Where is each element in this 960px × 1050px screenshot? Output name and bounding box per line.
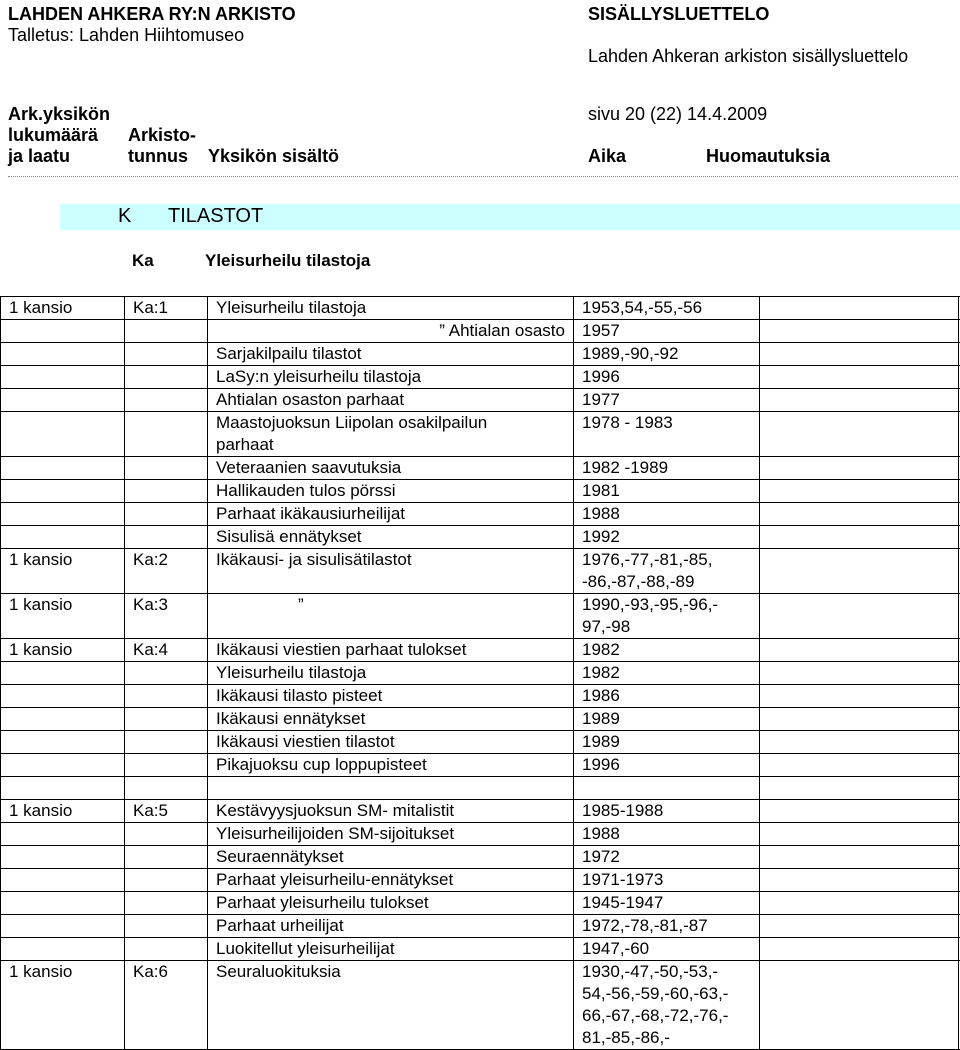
content-text: Kestävyysjuoksun SM- mitalistit	[216, 801, 455, 820]
table-row	[0, 456, 960, 479]
unit-cell	[0, 708, 124, 730]
content-cell	[207, 389, 573, 411]
unit-text: 1 kansio	[9, 801, 73, 820]
content-text: Hallikauden tulos pörssi	[216, 481, 396, 500]
notes-cell	[759, 549, 959, 593]
time-text: 66,-67,-68,-72,-76,-	[582, 1006, 729, 1025]
content-text: Pikajuoksu cup loppupisteet	[216, 755, 427, 774]
time-cell	[573, 938, 759, 960]
time-cell	[573, 846, 759, 868]
unit-cell	[0, 594, 124, 638]
time-cell	[573, 594, 759, 638]
content-text: Ikäkausi viestien parhaat tulokset	[216, 640, 467, 659]
unit-cell	[0, 777, 124, 799]
time-text: 1989	[582, 709, 620, 728]
col-unit-heading-line3: ja laatu	[8, 146, 71, 166]
col-content-heading: Yksikön sisältö	[208, 146, 340, 166]
notes-cell	[759, 503, 959, 525]
content-cell	[207, 297, 573, 319]
notes-cell	[759, 412, 959, 456]
col-time-heading: Aika	[588, 146, 627, 166]
time-cell	[573, 297, 759, 319]
content-cell	[207, 320, 573, 342]
code-cell	[124, 731, 207, 753]
content-cell	[207, 526, 573, 548]
content-cell	[207, 777, 573, 799]
code-cell	[124, 915, 207, 937]
unit-cell	[0, 823, 124, 845]
time-text: 1988	[582, 504, 620, 523]
col-notes-heading: Huomautuksia	[706, 146, 831, 166]
subsection-title: Yleisurheilu tilastoja	[205, 251, 371, 270]
notes-cell	[759, 938, 959, 960]
time-cell	[573, 320, 759, 342]
col-code-heading-line2: tunnus	[128, 146, 188, 166]
content-cell	[207, 412, 573, 456]
time-text: 1982 -1989	[582, 458, 669, 477]
notes-cell	[759, 639, 959, 661]
time-cell	[573, 915, 759, 937]
code-cell	[124, 754, 207, 776]
content-cell	[207, 869, 573, 891]
time-text: 1985-1988	[582, 801, 664, 820]
time-text: 1976,-77,-81,-85,	[582, 550, 713, 569]
time-cell	[573, 549, 759, 593]
time-cell	[573, 869, 759, 891]
table-row	[0, 479, 960, 502]
time-cell	[573, 685, 759, 707]
code-cell	[124, 457, 207, 479]
unit-text: 1 kansio	[9, 595, 73, 614]
content-text: Luokitellut yleisurheilijat	[216, 939, 395, 958]
unit-cell	[0, 526, 124, 548]
time-cell	[573, 892, 759, 914]
time-cell	[573, 754, 759, 776]
time-text: 1971-1973	[582, 870, 664, 889]
time-cell	[573, 731, 759, 753]
notes-cell	[759, 777, 959, 799]
table-row	[0, 753, 960, 776]
content-text: Ikäkausi viestien tilastot	[216, 732, 395, 751]
time-text: 1972,-78,-81,-87	[582, 916, 708, 935]
content-text: Parhaat yleisurheilu-ennätykset	[216, 870, 454, 889]
notes-cell	[759, 731, 959, 753]
code-cell	[124, 320, 207, 342]
notes-cell	[759, 869, 959, 891]
unit-text: 1 kansio	[9, 640, 73, 659]
table-row	[0, 502, 960, 525]
time-text: 1930,-47,-50,-53,-	[582, 962, 719, 981]
time-text: 81,-85,-86,-	[582, 1028, 670, 1047]
table-row	[0, 388, 960, 411]
unit-cell	[0, 549, 124, 593]
unit-text: 1 kansio	[9, 298, 73, 317]
unit-cell	[0, 800, 124, 822]
content-text: Ahtialan osaston parhaat	[216, 390, 405, 409]
table-row	[0, 296, 960, 319]
content-cell	[207, 892, 573, 914]
content-cell	[207, 800, 573, 822]
notes-cell	[759, 480, 959, 502]
notes-cell	[759, 846, 959, 868]
code-cell	[124, 708, 207, 730]
content-text: Yleisurheilu tilastoja	[216, 663, 367, 682]
unit-cell	[0, 731, 124, 753]
content-cell	[207, 480, 573, 502]
time-text: 1953,54,-55,-56	[582, 298, 703, 317]
unit-text: 1 kansio	[9, 550, 73, 569]
content-cell	[207, 846, 573, 868]
time-cell	[573, 389, 759, 411]
time-text: 1957	[582, 321, 620, 340]
code-text: Ka:1	[133, 298, 168, 317]
code-cell	[124, 685, 207, 707]
content-cell	[207, 662, 573, 684]
unit-cell	[0, 685, 124, 707]
code-text: Ka:6	[133, 962, 168, 981]
time-text: 1989	[582, 732, 620, 751]
time-text: 1986	[582, 686, 620, 705]
code-cell	[124, 662, 207, 684]
time-text: 1988	[582, 824, 620, 843]
time-text: 1990,-93,-95,-96,-	[582, 595, 719, 614]
unit-cell	[0, 297, 124, 319]
page-info: sivu 20 (22) 14.4.2009	[588, 104, 768, 124]
notes-cell	[759, 754, 959, 776]
unit-cell	[0, 480, 124, 502]
time-text: 1982	[582, 640, 620, 659]
content-text: Ikäkausi- ja sisulisätilastot	[216, 550, 412, 569]
content-cell	[207, 457, 573, 479]
content-cell	[207, 594, 573, 638]
code-cell	[124, 869, 207, 891]
time-text: 1989,-90,-92	[582, 344, 679, 363]
code-cell	[124, 412, 207, 456]
content-text: LaSy:n yleisurheilu tilastoja	[216, 367, 422, 386]
notes-cell	[759, 343, 959, 365]
header-divider	[8, 176, 958, 177]
content-text: Veteraanien saavutuksia	[216, 458, 402, 477]
unit-cell	[0, 846, 124, 868]
code-cell	[124, 297, 207, 319]
table-row	[0, 684, 960, 707]
table-row	[0, 891, 960, 914]
code-cell	[124, 594, 207, 638]
content-cell	[207, 685, 573, 707]
table-row	[0, 525, 960, 548]
time-cell	[573, 639, 759, 661]
time-cell	[573, 800, 759, 822]
content-text: Parhaat ikäkausiurheilijat	[216, 504, 405, 523]
content-text: parhaat	[216, 435, 274, 454]
notes-cell	[759, 708, 959, 730]
content-cell	[207, 343, 573, 365]
time-text: 1945-1947	[582, 893, 664, 912]
notes-cell	[759, 915, 959, 937]
time-text: 1978 - 1983	[582, 413, 673, 432]
table-row	[0, 638, 960, 661]
table-row	[0, 661, 960, 684]
time-text: 1947,-60	[582, 939, 650, 958]
content-text: ”	[298, 595, 304, 614]
unit-cell	[0, 662, 124, 684]
table-row	[0, 845, 960, 868]
table-row	[0, 365, 960, 388]
unit-cell	[0, 869, 124, 891]
time-text: 97,-98	[582, 617, 631, 636]
deposit-info: Talletus: Lahden Hiihtomuseo	[8, 25, 245, 45]
document-title: SISÄLLYSLUETTELO	[588, 4, 770, 24]
table-row	[0, 799, 960, 822]
code-cell	[124, 343, 207, 365]
notes-cell	[759, 662, 959, 684]
code-cell	[124, 480, 207, 502]
notes-cell	[759, 389, 959, 411]
notes-cell	[759, 685, 959, 707]
unit-cell	[0, 639, 124, 661]
code-cell	[124, 961, 207, 1049]
unit-cell	[0, 754, 124, 776]
table-row	[0, 730, 960, 753]
code-cell	[124, 823, 207, 845]
code-cell	[124, 938, 207, 960]
content-cell	[207, 503, 573, 525]
time-cell	[573, 662, 759, 684]
code-cell	[124, 639, 207, 661]
code-cell	[124, 549, 207, 593]
notes-cell	[759, 526, 959, 548]
content-text: Ikäkausi tilasto pisteet	[216, 686, 383, 705]
content-text: Yleisurheilijoiden SM-sijoitukset	[216, 824, 455, 843]
notes-cell	[759, 823, 959, 845]
content-text: Seuraennätykset	[216, 847, 344, 866]
unit-cell	[0, 915, 124, 937]
code-text: Ka:2	[133, 550, 168, 569]
code-cell	[124, 389, 207, 411]
unit-cell	[0, 892, 124, 914]
code-cell	[124, 846, 207, 868]
unit-cell	[0, 343, 124, 365]
notes-cell	[759, 892, 959, 914]
archive-title: LAHDEN AHKERA RY:N ARKISTO	[8, 4, 296, 24]
unit-cell	[0, 503, 124, 525]
content-cell	[207, 938, 573, 960]
notes-cell	[759, 594, 959, 638]
table-row	[0, 822, 960, 845]
unit-cell	[0, 938, 124, 960]
col-unit-heading-line2: lukumäärä	[8, 125, 99, 145]
code-cell	[124, 777, 207, 799]
time-cell	[573, 366, 759, 388]
unit-text: 1 kansio	[9, 962, 73, 981]
content-text: Seuraluokituksia	[216, 962, 341, 981]
unit-cell	[0, 457, 124, 479]
content-text: ” Ahtialan osasto	[439, 321, 565, 340]
table-row	[0, 707, 960, 730]
time-text: -86,-87,-88,-89	[582, 572, 695, 591]
notes-cell	[759, 457, 959, 479]
notes-cell	[759, 366, 959, 388]
table-row	[0, 868, 960, 891]
unit-cell	[0, 320, 124, 342]
contents-table	[0, 296, 960, 1050]
content-text: Ikäkausi ennätykset	[216, 709, 366, 728]
time-cell	[573, 457, 759, 479]
notes-cell	[759, 961, 959, 1049]
content-text: Parhaat urheilijat	[216, 916, 344, 935]
table-row	[0, 342, 960, 365]
time-cell	[573, 526, 759, 548]
notes-cell	[759, 800, 959, 822]
content-cell	[207, 366, 573, 388]
content-text: Sarjakilpailu tilastot	[216, 344, 362, 363]
code-cell	[124, 800, 207, 822]
notes-cell	[759, 297, 959, 319]
content-text: Sisulisä ennätykset	[216, 527, 362, 546]
table-row	[0, 319, 960, 342]
content-text: Maastojuoksun Liipolan osakilpailun	[216, 413, 488, 432]
time-text: 1992	[582, 527, 620, 546]
table-row	[0, 914, 960, 937]
code-cell	[124, 503, 207, 525]
table-row	[0, 960, 960, 1050]
content-cell	[207, 731, 573, 753]
time-cell	[573, 708, 759, 730]
time-cell	[573, 503, 759, 525]
time-text: 1972	[582, 847, 620, 866]
code-cell	[124, 366, 207, 388]
subsection-code: Ka	[132, 251, 154, 270]
code-text: Ka:4	[133, 640, 168, 659]
table-row	[0, 411, 960, 456]
time-text: 1996	[582, 755, 620, 774]
content-cell	[207, 823, 573, 845]
time-text: 1996	[582, 367, 620, 386]
unit-cell	[0, 961, 124, 1049]
code-text: Ka:5	[133, 801, 168, 820]
content-cell	[207, 708, 573, 730]
time-text: 54,-56,-59,-60,-63,-	[582, 984, 729, 1003]
time-cell	[573, 823, 759, 845]
content-cell	[207, 961, 573, 1049]
time-text: 1982	[582, 663, 620, 682]
content-cell	[207, 549, 573, 593]
time-cell	[573, 412, 759, 456]
table-row	[0, 548, 960, 593]
time-cell	[573, 480, 759, 502]
code-cell	[124, 892, 207, 914]
document-subtitle: Lahden Ahkeran arkiston sisällysluettelo	[588, 46, 909, 66]
time-text: 1977	[582, 390, 620, 409]
table-row	[0, 593, 960, 638]
code-text: Ka:3	[133, 595, 168, 614]
time-cell	[573, 777, 759, 799]
section-title: TILASTOT	[168, 205, 264, 227]
content-text: Parhaat yleisurheilu tulokset	[216, 893, 429, 912]
content-cell	[207, 915, 573, 937]
table-row	[0, 937, 960, 960]
unit-cell	[0, 366, 124, 388]
code-cell	[124, 526, 207, 548]
unit-cell	[0, 389, 124, 411]
content-cell	[207, 754, 573, 776]
col-unit-heading-line1: Ark.yksikön	[8, 104, 111, 124]
time-cell	[573, 961, 759, 1049]
section-code: K	[118, 205, 132, 227]
time-text: 1981	[582, 481, 620, 500]
table-row	[0, 776, 960, 799]
time-cell	[573, 343, 759, 365]
content-cell	[207, 639, 573, 661]
content-text: Yleisurheilu tilastoja	[216, 298, 367, 317]
col-code-heading-line1: Arkisto-	[128, 125, 197, 145]
unit-cell	[0, 412, 124, 456]
notes-cell	[759, 320, 959, 342]
